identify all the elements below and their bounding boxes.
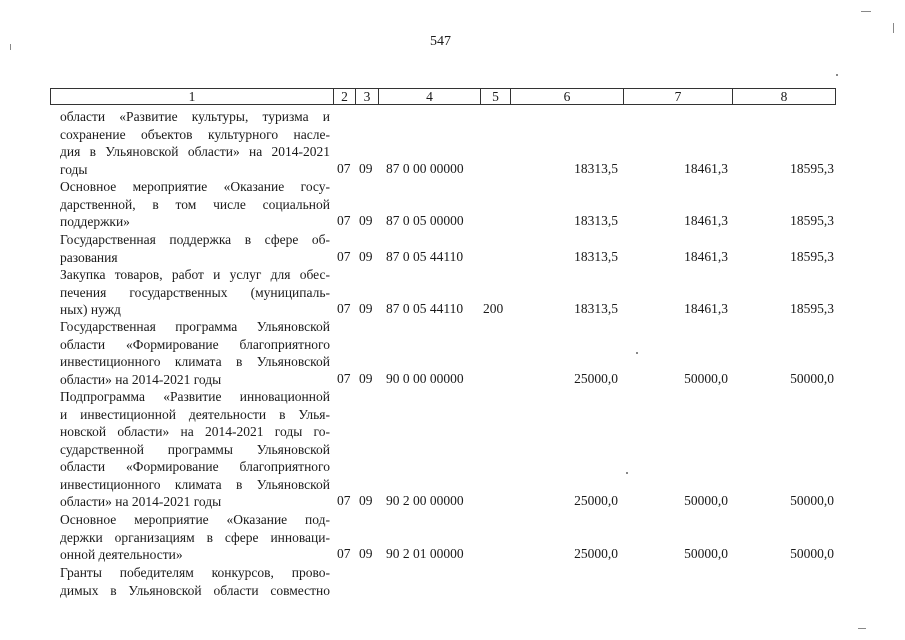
row-description (60, 318, 330, 388)
header-col-4: 4 (378, 88, 480, 105)
scan-speck (858, 628, 866, 629)
scan-speck (626, 472, 628, 474)
row-amount-year-3: 50000,0 (790, 493, 834, 508)
row-amount-year-3: 18595,3 (790, 213, 834, 228)
row-section-code: 07 (337, 213, 351, 228)
row-section-code: 07 (337, 248, 351, 264)
row-description-line: сударственной программы Ульяновской (60, 441, 330, 457)
row-target-article: 87 0 05 44110 (386, 248, 464, 264)
row-amount-year-3: 50000,0 (790, 370, 834, 386)
row-description-line: разования (60, 249, 118, 265)
row-amount-year-2: 18461,3 (684, 213, 728, 228)
row-description-line: Подпрограмма «Развитие инновационной (60, 389, 330, 404)
row-amount-year-1: 25000,0 (574, 493, 618, 508)
row-description-line: Государственная программа Ульяновской (60, 319, 330, 334)
row-description-line: Государственная поддержка в сфере об- (60, 232, 330, 247)
row-section-code: 07 (337, 301, 351, 316)
header-col-1: 1 (50, 88, 333, 105)
row-description-line: Основное мероприятие «Оказание госу- (60, 179, 330, 194)
row-amount-year-1: 18313,5 (574, 248, 618, 264)
row-description (60, 388, 330, 511)
row-amount-year-2: 50000,0 (684, 370, 728, 386)
row-description (60, 266, 330, 319)
row-amount-year-1: 18313,5 (574, 301, 618, 316)
row-description-line: области «Формирование благоприятного (60, 336, 330, 352)
row-section-code: 07 (337, 370, 351, 386)
row-subsection-code: 09 (359, 301, 373, 316)
row-target-article: 87 0 05 44110 (386, 301, 464, 316)
header-col-3: 3 (355, 88, 378, 105)
scan-speck (893, 23, 894, 33)
row-expense-type: 200 (483, 301, 504, 316)
row-amount-year-1: 25000,0 (574, 546, 618, 561)
row-description-line: годы (60, 161, 88, 177)
row-description-line: онной деятельности» (60, 547, 183, 562)
row-description (60, 178, 330, 231)
row-target-article: 90 2 01 00000 (386, 546, 464, 561)
row-target-article: 90 0 00 00000 (386, 370, 464, 386)
row-amount-year-2: 50000,0 (684, 493, 728, 508)
row-subsection-code: 09 (359, 213, 373, 228)
row-description-line: ных) нужд (60, 302, 121, 317)
row-subsection-code: 09 (359, 370, 373, 386)
row-subsection-code: 09 (359, 160, 373, 176)
page-number: 547 (430, 34, 451, 49)
row-description-line: димых в Ульяновской области совместно (60, 582, 330, 598)
scan-speck (10, 44, 11, 50)
row-description-line: Основное мероприятие «Оказание под- (60, 512, 330, 527)
row-amount-year-3: 18595,3 (790, 160, 834, 176)
row-description (60, 108, 330, 178)
row-description-line: новской области» на 2014-2021 годы го- (60, 424, 330, 439)
row-description-line: инвестиционного климата в Ульяновской (60, 476, 330, 492)
row-amount-year-1: 18313,5 (574, 160, 618, 176)
row-section-code: 07 (337, 160, 351, 176)
row-target-article: 87 0 00 00000 (386, 160, 464, 176)
row-target-article: 87 0 05 00000 (386, 213, 464, 228)
row-description-line: дарственной, в том числе социальной (60, 196, 330, 212)
row-description-line: дия в Ульяновской области» на 2014-2021 (60, 144, 330, 159)
header-col-2: 2 (333, 88, 355, 105)
header-col-7: 7 (623, 88, 732, 105)
row-amount-year-2: 50000,0 (684, 546, 728, 561)
scan-speck (636, 352, 638, 354)
row-description-line: области «Развитие культуры, туризма и (60, 109, 330, 124)
row-description-line: Гранты победителям конкурсов, прово- (60, 565, 330, 580)
row-description (60, 564, 330, 599)
row-amount-year-3: 18595,3 (790, 248, 834, 264)
row-description-line: инвестиционного климата в Ульяновской (60, 354, 330, 369)
row-description (60, 511, 330, 564)
row-description-line: сохранение объектов культурного насле- (60, 126, 330, 142)
row-description-line: области» на 2014-2021 годы (60, 494, 222, 509)
row-amount-year-1: 18313,5 (574, 213, 618, 228)
row-amount-year-1: 25000,0 (574, 370, 618, 386)
row-description (60, 231, 330, 266)
scan-speck (836, 74, 838, 76)
row-description-line: поддержки» (60, 214, 130, 229)
row-description-line: и инвестиционной деятельности в Улья- (60, 406, 330, 422)
row-subsection-code: 09 (359, 546, 373, 561)
row-section-code: 07 (337, 493, 351, 508)
row-description-line: Закупка товаров, работ и услуг для обес- (60, 267, 330, 282)
scan-speck (861, 11, 871, 12)
row-amount-year-2: 18461,3 (684, 248, 728, 264)
row-description-line: держки организациям в сфере инноваци- (60, 529, 330, 545)
row-amount-year-2: 18461,3 (684, 160, 728, 176)
row-amount-year-3: 50000,0 (790, 546, 834, 561)
row-description-line: печения государственных (муниципаль- (60, 284, 330, 300)
header-col-6: 6 (510, 88, 623, 105)
row-target-article: 90 2 00 00000 (386, 493, 464, 508)
header-col-5: 5 (480, 88, 510, 105)
row-subsection-code: 09 (359, 248, 373, 264)
row-amount-year-3: 18595,3 (790, 301, 834, 316)
header-col-8: 8 (732, 88, 836, 105)
row-section-code: 07 (337, 546, 351, 561)
row-description-line: области» на 2014-2021 годы (60, 371, 222, 387)
row-amount-year-2: 18461,3 (684, 301, 728, 316)
row-subsection-code: 09 (359, 493, 373, 508)
row-description-line: области «Формирование благоприятного (60, 459, 330, 474)
